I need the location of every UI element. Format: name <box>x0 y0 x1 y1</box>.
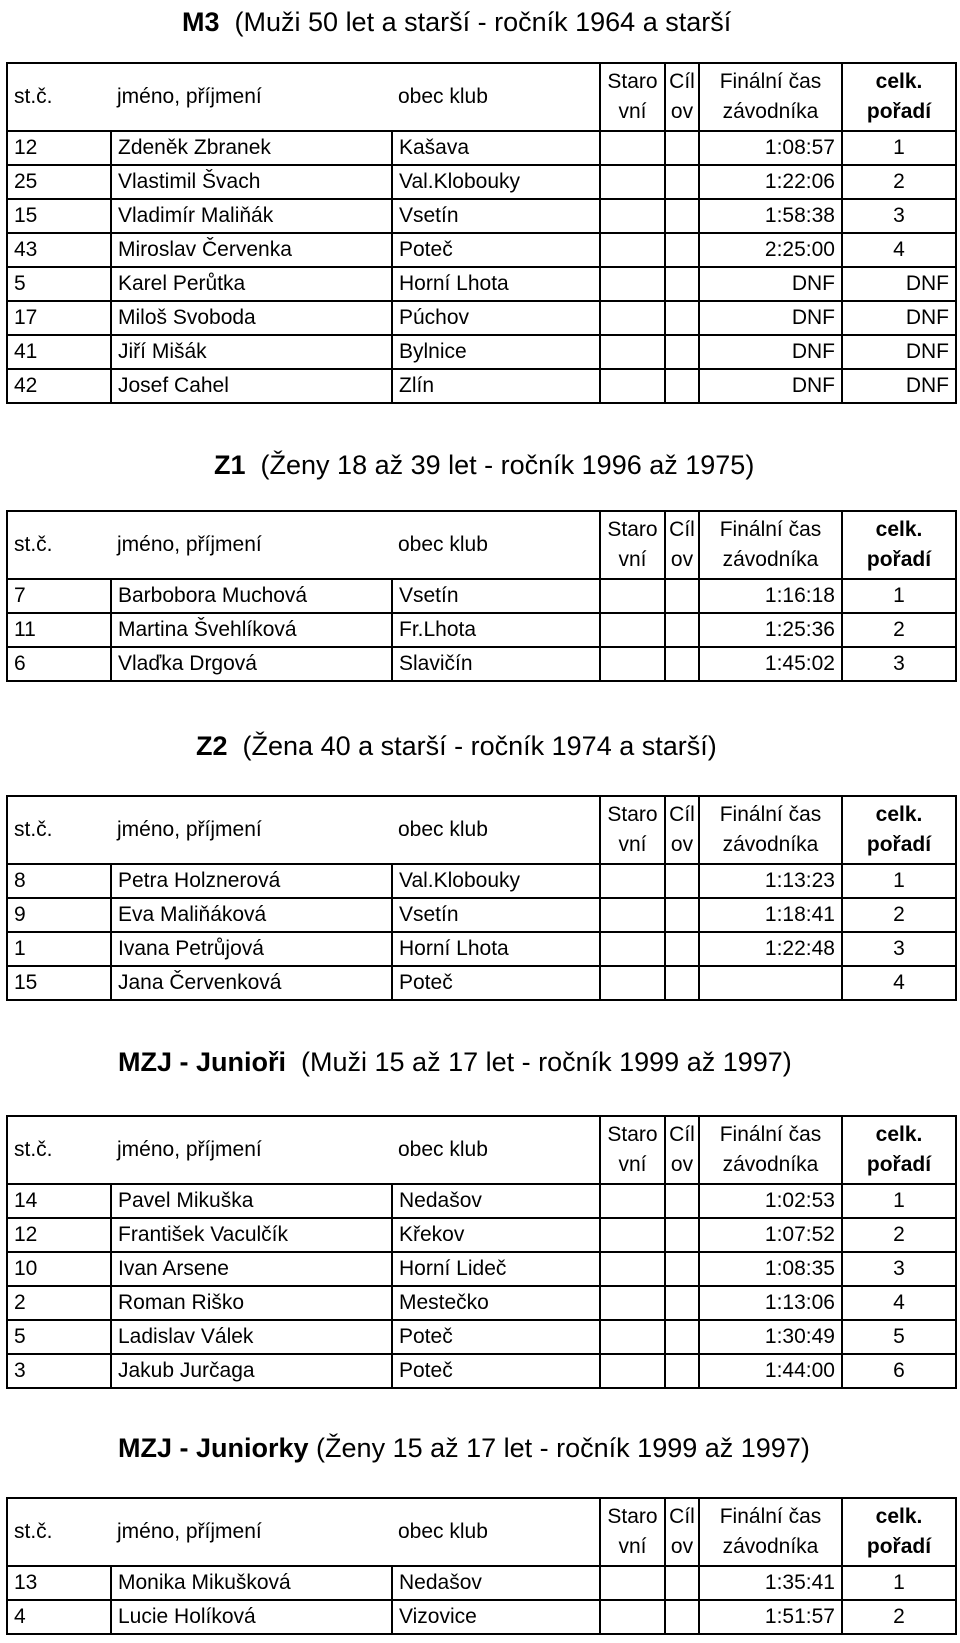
results-table <box>6 1115 957 1389</box>
cell-position: 6 <box>842 1354 956 1388</box>
table-row <box>7 898 956 932</box>
table-row <box>7 1600 956 1634</box>
header-line: vní <box>618 1535 647 1558</box>
cell-name: Zdeněk Zbranek <box>111 131 392 165</box>
cell-final-time: 1:30:49 <box>699 1320 842 1354</box>
cell-name: Ivana Petrůjová <box>111 932 392 966</box>
table-row <box>7 1320 956 1354</box>
cell-club: Zlín <box>392 369 600 403</box>
cell-cil <box>665 335 699 369</box>
cell-final-time: 2:25:00 <box>699 233 842 267</box>
table-row <box>7 1252 956 1286</box>
cell-staro <box>600 369 665 403</box>
cell-staro <box>600 932 665 966</box>
cell-club: Púchov <box>392 301 600 335</box>
header-staro <box>600 63 665 131</box>
cell-start-no: 14 <box>7 1184 111 1218</box>
table-row <box>7 1286 956 1320</box>
results-table <box>6 1497 957 1635</box>
header-cil <box>665 63 699 131</box>
header-line: ov <box>670 1153 694 1176</box>
cell-cil <box>665 199 699 233</box>
cell-start-no: 43 <box>7 233 111 267</box>
cell-staro <box>600 1184 665 1218</box>
cell-position: 2 <box>842 1218 956 1252</box>
cell-club: Horní Lhota <box>392 267 600 301</box>
cell-staro <box>600 966 665 1000</box>
header-final-time <box>699 1498 842 1566</box>
cell-staro <box>600 1600 665 1634</box>
cell-cil <box>665 1218 699 1252</box>
section-description: (Žena 40 a starší - ročník 1974 a starší) <box>242 731 717 761</box>
table-row <box>7 864 956 898</box>
cell-name: Ladislav Válek <box>111 1320 392 1354</box>
cell-start-no: 15 <box>7 966 111 1000</box>
cell-staro <box>600 1252 665 1286</box>
header-line: Cíl <box>669 518 695 541</box>
cell-position: 1 <box>842 1566 956 1600</box>
cell-club: Horní Lideč <box>392 1252 600 1286</box>
cell-staro <box>600 1218 665 1252</box>
cell-final-time: 1:58:38 <box>699 199 842 233</box>
cell-cil <box>665 1566 699 1600</box>
cell-position: 2 <box>842 165 956 199</box>
header-line: Finální čas <box>719 518 822 541</box>
cell-club: Poteč <box>392 1354 600 1388</box>
header-stc: st.č. <box>7 1498 111 1566</box>
table-header <box>7 1116 956 1184</box>
cell-start-no: 8 <box>7 864 111 898</box>
results-table <box>6 62 957 404</box>
cell-staro <box>600 233 665 267</box>
cell-staro <box>600 131 665 165</box>
cell-name: Vlaďka Drgová <box>111 647 392 681</box>
cell-name: Miroslav Červenka <box>111 233 392 267</box>
cell-start-no: 12 <box>7 131 111 165</box>
header-line: Staro <box>607 1505 658 1528</box>
cell-staro <box>600 1320 665 1354</box>
header-line: pořadí <box>866 1153 932 1176</box>
table-row <box>7 131 956 165</box>
header-line: Finální čas <box>719 70 822 93</box>
cell-position: 3 <box>842 647 956 681</box>
header-staro <box>600 1498 665 1566</box>
cell-club: Poteč <box>392 233 600 267</box>
cell-position: DNF <box>842 267 956 301</box>
cell-start-no: 1 <box>7 932 111 966</box>
header-final-time <box>699 511 842 579</box>
table-row <box>7 1354 956 1388</box>
header-cil <box>665 1498 699 1566</box>
header-stc: st.č. <box>7 796 111 864</box>
cell-club: Křekov <box>392 1218 600 1252</box>
table-row <box>7 932 956 966</box>
header-line: pořadí <box>866 548 932 571</box>
cell-final-time: 1:08:57 <box>699 131 842 165</box>
header-cil <box>665 796 699 864</box>
cell-position: 4 <box>842 233 956 267</box>
cell-start-no: 7 <box>7 579 111 613</box>
cell-start-no: 9 <box>7 898 111 932</box>
cell-start-no: 10 <box>7 1252 111 1286</box>
header-line: závodníka <box>722 1535 819 1558</box>
cell-cil <box>665 1252 699 1286</box>
cell-club: Fr.Lhota <box>392 613 600 647</box>
header-cil <box>665 1116 699 1184</box>
cell-cil <box>665 301 699 335</box>
section-code: Z2 <box>196 731 228 761</box>
header-club: obec klub <box>392 796 600 864</box>
cell-final-time: 1:22:48 <box>699 932 842 966</box>
cell-cil <box>665 579 699 613</box>
cell-final-time: DNF <box>699 335 842 369</box>
header-line: ov <box>670 100 694 123</box>
cell-staro <box>600 864 665 898</box>
cell-cil <box>665 1184 699 1218</box>
header-line: Cíl <box>669 803 695 826</box>
cell-final-time: 1:18:41 <box>699 898 842 932</box>
cell-position: 1 <box>842 131 956 165</box>
header-line: Staro <box>607 1123 658 1146</box>
cell-staro <box>600 1286 665 1320</box>
table-header <box>7 796 956 864</box>
cell-final-time: 1:45:02 <box>699 647 842 681</box>
header-line: závodníka <box>722 100 819 123</box>
cell-position: 1 <box>842 579 956 613</box>
cell-name: Petra Holznerová <box>111 864 392 898</box>
cell-cil <box>665 1600 699 1634</box>
table-row <box>7 199 956 233</box>
cell-cil <box>665 1354 699 1388</box>
cell-club: Vsetín <box>392 199 600 233</box>
cell-position: 4 <box>842 966 956 1000</box>
cell-club: Vsetín <box>392 579 600 613</box>
cell-position: DNF <box>842 301 956 335</box>
cell-staro <box>600 613 665 647</box>
header-line: celk. <box>875 1505 923 1528</box>
section-title <box>182 0 731 44</box>
cell-position: DNF <box>842 335 956 369</box>
cell-name: Vladimír Maliňák <box>111 199 392 233</box>
cell-staro <box>600 898 665 932</box>
header-position <box>842 63 956 131</box>
cell-name: František Vaculčík <box>111 1218 392 1252</box>
header-line: závodníka <box>722 833 819 856</box>
header-line: Cíl <box>669 1123 695 1146</box>
cell-name: Roman Riško <box>111 1286 392 1320</box>
header-cil <box>665 511 699 579</box>
header-line: Staro <box>607 803 658 826</box>
header-stc: st.č. <box>7 511 111 579</box>
header-name: jméno, příjmení <box>111 63 392 131</box>
cell-final-time: 1:22:06 <box>699 165 842 199</box>
section-description: (Muži 15 až 17 let - ročník 1999 až 1997) <box>301 1047 792 1077</box>
cell-cil <box>665 898 699 932</box>
header-position <box>842 1498 956 1566</box>
cell-position: 1 <box>842 864 956 898</box>
header-line: celk. <box>875 803 923 826</box>
cell-start-no: 4 <box>7 1600 111 1634</box>
header-line: závodníka <box>722 548 819 571</box>
header-staro <box>600 511 665 579</box>
cell-start-no: 11 <box>7 613 111 647</box>
cell-cil <box>665 165 699 199</box>
cell-start-no: 12 <box>7 1218 111 1252</box>
cell-staro <box>600 1566 665 1600</box>
cell-final-time: 1:13:06 <box>699 1286 842 1320</box>
cell-final-time: 1:02:53 <box>699 1184 842 1218</box>
cell-cil <box>665 267 699 301</box>
cell-club: Vizovice <box>392 1600 600 1634</box>
cell-cil <box>665 1286 699 1320</box>
cell-position: 1 <box>842 1184 956 1218</box>
section-code: M3 <box>182 7 220 37</box>
cell-final-time: 1:35:41 <box>699 1566 842 1600</box>
header-name: jméno, příjmení <box>111 1498 392 1566</box>
table-header <box>7 511 956 579</box>
cell-start-no: 6 <box>7 647 111 681</box>
header-line: celk. <box>875 1123 923 1146</box>
section-description: (Ženy 18 až 39 let - ročník 1996 až 1975) <box>260 450 755 480</box>
cell-position: DNF <box>842 369 956 403</box>
header-position <box>842 796 956 864</box>
cell-position: 5 <box>842 1320 956 1354</box>
table-row <box>7 647 956 681</box>
cell-cil <box>665 932 699 966</box>
header-line: Staro <box>607 518 658 541</box>
results-table <box>6 510 957 682</box>
results-table <box>6 795 957 1001</box>
cell-start-no: 5 <box>7 267 111 301</box>
cell-position: 3 <box>842 932 956 966</box>
section-title <box>214 443 754 487</box>
cell-club: Vsetín <box>392 898 600 932</box>
cell-name: Barbobora Muchová <box>111 579 392 613</box>
cell-final-time: 1:13:23 <box>699 864 842 898</box>
cell-final-time: 1:44:00 <box>699 1354 842 1388</box>
cell-name: Eva Maliňáková <box>111 898 392 932</box>
cell-start-no: 13 <box>7 1566 111 1600</box>
header-line: závodníka <box>722 1153 819 1176</box>
cell-position: 3 <box>842 199 956 233</box>
cell-start-no: 15 <box>7 199 111 233</box>
section-code: MZJ - Junioři <box>118 1047 286 1077</box>
cell-position: 4 <box>842 1286 956 1320</box>
section-code: MZJ - Juniorky <box>118 1433 309 1463</box>
cell-start-no: 42 <box>7 369 111 403</box>
header-name: jméno, příjmení <box>111 1116 392 1184</box>
cell-final-time: DNF <box>699 267 842 301</box>
cell-final-time: DNF <box>699 301 842 335</box>
header-position <box>842 1116 956 1184</box>
header-line: Cíl <box>669 1505 695 1528</box>
cell-cil <box>665 647 699 681</box>
header-name: jméno, příjmení <box>111 511 392 579</box>
section-code: Z1 <box>214 450 246 480</box>
cell-start-no: 5 <box>7 1320 111 1354</box>
cell-position: 2 <box>842 613 956 647</box>
header-staro <box>600 1116 665 1184</box>
cell-club: Kašava <box>392 131 600 165</box>
cell-staro <box>600 335 665 369</box>
cell-staro <box>600 301 665 335</box>
section-title <box>118 1040 792 1084</box>
header-staro <box>600 796 665 864</box>
cell-name: Pavel Mikuška <box>111 1184 392 1218</box>
cell-staro <box>600 165 665 199</box>
cell-club: Poteč <box>392 966 600 1000</box>
cell-position: 2 <box>842 898 956 932</box>
header-stc: st.č. <box>7 1116 111 1184</box>
table-header <box>7 63 956 131</box>
cell-cil <box>665 864 699 898</box>
header-line: Finální čas <box>719 1123 822 1146</box>
cell-club: Nedašov <box>392 1184 600 1218</box>
cell-start-no: 2 <box>7 1286 111 1320</box>
cell-name: Monika Mikušková <box>111 1566 392 1600</box>
header-final-time <box>699 63 842 131</box>
section-title <box>196 724 717 768</box>
table-header <box>7 1498 956 1566</box>
cell-club: Slavičín <box>392 647 600 681</box>
cell-club: Mestečko <box>392 1286 600 1320</box>
header-line: Finální čas <box>719 803 822 826</box>
cell-position: 3 <box>842 1252 956 1286</box>
cell-staro <box>600 267 665 301</box>
header-line: vní <box>618 1153 647 1176</box>
cell-cil <box>665 369 699 403</box>
header-club: obec klub <box>392 63 600 131</box>
cell-final-time: 1:25:36 <box>699 613 842 647</box>
header-line: vní <box>618 100 647 123</box>
cell-name: Miloš Svoboda <box>111 301 392 335</box>
cell-name: Vlastimil Švach <box>111 165 392 199</box>
table-row <box>7 1566 956 1600</box>
header-line: vní <box>618 833 647 856</box>
header-line: celk. <box>875 518 923 541</box>
cell-cil <box>665 1320 699 1354</box>
cell-position: 2 <box>842 1600 956 1634</box>
table-row <box>7 1218 956 1252</box>
header-line: Staro <box>607 70 658 93</box>
header-club: obec klub <box>392 511 600 579</box>
header-line: Finální čas <box>719 1505 822 1528</box>
cell-club: Poteč <box>392 1320 600 1354</box>
header-line: vní <box>618 548 647 571</box>
cell-cil <box>665 966 699 1000</box>
cell-club: Val.Klobouky <box>392 165 600 199</box>
header-club: obec klub <box>392 1116 600 1184</box>
cell-cil <box>665 613 699 647</box>
section-description: (Ženy 15 až 17 let - ročník 1999 až 1997) <box>316 1433 810 1463</box>
cell-name: Jiří Mišák <box>111 335 392 369</box>
cell-name: Martina Švehlíková <box>111 613 392 647</box>
table-row <box>7 165 956 199</box>
cell-start-no: 25 <box>7 165 111 199</box>
cell-final-time: 1:16:18 <box>699 579 842 613</box>
table-row <box>7 1184 956 1218</box>
table-row <box>7 579 956 613</box>
table-row <box>7 267 956 301</box>
section-title <box>118 1426 810 1470</box>
header-final-time <box>699 796 842 864</box>
cell-final-time: 1:08:35 <box>699 1252 842 1286</box>
cell-staro <box>600 1354 665 1388</box>
header-final-time <box>699 1116 842 1184</box>
cell-club: Horní Lhota <box>392 932 600 966</box>
cell-final-time: 1:51:57 <box>699 1600 842 1634</box>
cell-staro <box>600 199 665 233</box>
header-line: celk. <box>875 70 923 93</box>
cell-staro <box>600 647 665 681</box>
header-line: pořadí <box>866 100 932 123</box>
header-name: jméno, příjmení <box>111 796 392 864</box>
header-line: pořadí <box>866 1535 932 1558</box>
cell-club: Bylnice <box>392 335 600 369</box>
header-line: pořadí <box>866 833 932 856</box>
cell-name: Jana Červenková <box>111 966 392 1000</box>
header-position <box>842 511 956 579</box>
header-stc: st.č. <box>7 63 111 131</box>
table-row <box>7 613 956 647</box>
cell-start-no: 3 <box>7 1354 111 1388</box>
cell-name: Josef Cahel <box>111 369 392 403</box>
header-line: ov <box>670 548 694 571</box>
section-description: (Muži 50 let a starší - ročník 1964 a starší <box>234 7 732 37</box>
table-row <box>7 966 956 1000</box>
cell-start-no: 17 <box>7 301 111 335</box>
table-row <box>7 233 956 267</box>
cell-staro <box>600 579 665 613</box>
cell-name: Karel Perůtka <box>111 267 392 301</box>
cell-club: Val.Klobouky <box>392 864 600 898</box>
table-row <box>7 301 956 335</box>
cell-name: Ivan Arsene <box>111 1252 392 1286</box>
table-row <box>7 369 956 403</box>
cell-cil <box>665 233 699 267</box>
cell-final-time: DNF <box>699 369 842 403</box>
header-line: Cíl <box>669 70 695 93</box>
cell-final-time: 1:07:52 <box>699 1218 842 1252</box>
cell-name: Jakub Jurčaga <box>111 1354 392 1388</box>
header-club: obec klub <box>392 1498 600 1566</box>
header-line: ov <box>670 833 694 856</box>
cell-club: Nedašov <box>392 1566 600 1600</box>
cell-cil <box>665 131 699 165</box>
cell-final-time <box>699 966 842 1000</box>
cell-name: Lucie Holíková <box>111 1600 392 1634</box>
table-row <box>7 335 956 369</box>
header-line: ov <box>670 1535 694 1558</box>
cell-start-no: 41 <box>7 335 111 369</box>
